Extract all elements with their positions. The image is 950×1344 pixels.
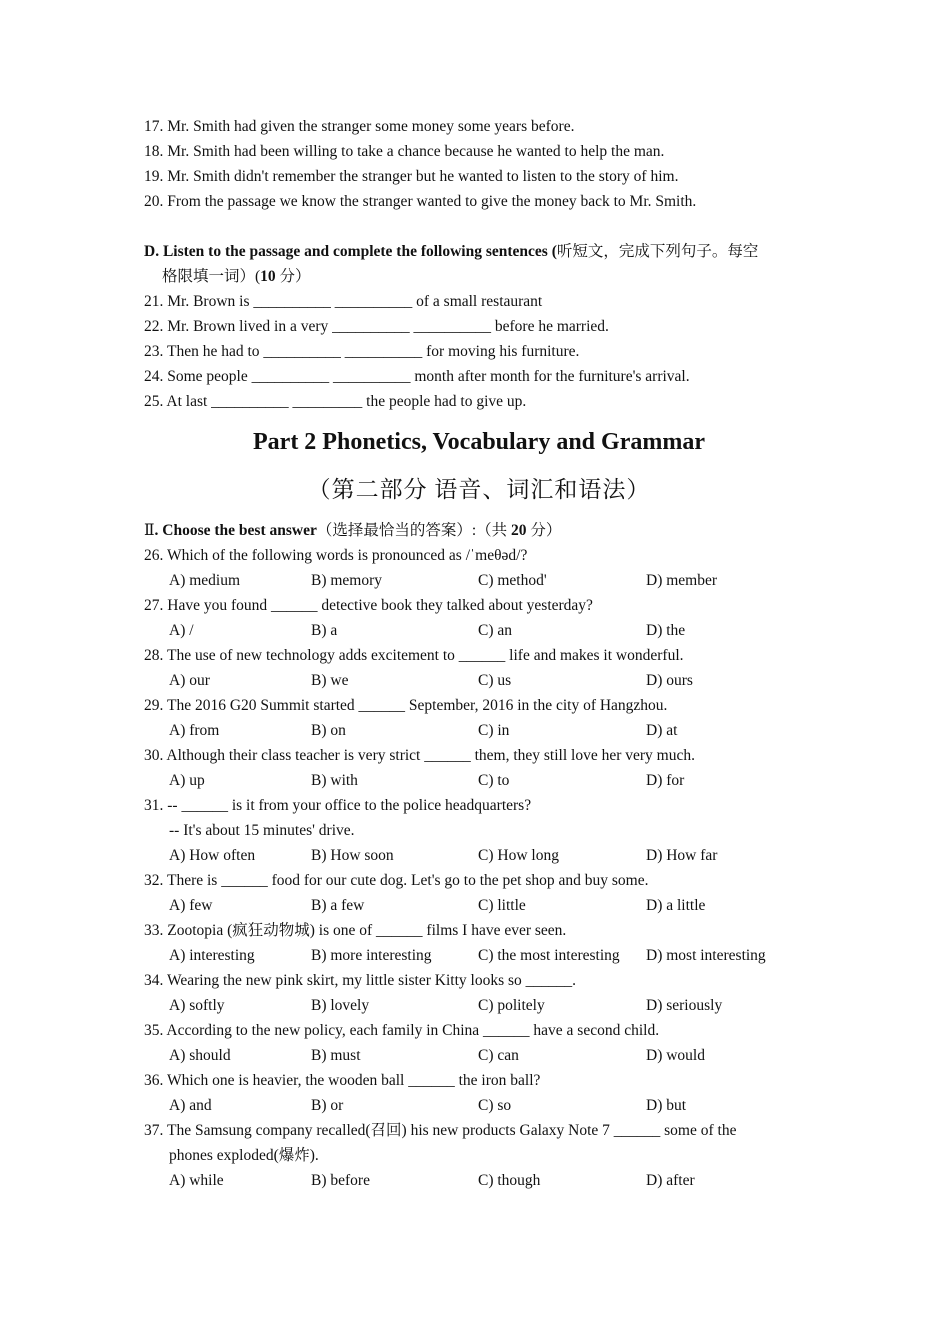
- answer-option-d: D) after: [646, 1172, 695, 1189]
- answer-options: [144, 568, 814, 593]
- statement-18: 18. Mr. Smith had been willing to take a chance because he wanted to help the man.: [144, 143, 665, 160]
- answer-option-b: B) more interesting: [311, 947, 432, 964]
- answer-option-d: D) would: [646, 1047, 705, 1064]
- statement-17: 17. Mr. Smith had given the stranger some money some years before.: [144, 118, 575, 135]
- answer-option-b: B) a: [311, 622, 338, 639]
- statement-19: 19. Mr. Smith didn't remember the stranger but he wanted to listen to the story of him.: [144, 168, 679, 185]
- answer-option-a: A) should: [169, 1047, 231, 1064]
- answer-option-d: D) most interesting: [646, 947, 766, 964]
- sentence-23: 23. Then he had to __________ __________ for moving his furniture.: [144, 343, 580, 360]
- question-list: [144, 543, 814, 1193]
- question-stem-continued: phones exploded(爆炸).: [169, 1147, 319, 1164]
- answer-option-d: D) for: [646, 772, 685, 789]
- answer-option-a: A) /: [169, 622, 194, 639]
- question-stem: 32. There is ______ food for our cute dog. Let's go to the pet shop and buy some.: [144, 872, 649, 889]
- answer-option-d: D) member: [646, 572, 718, 589]
- answer-option-b: B) must: [311, 1047, 361, 1064]
- answer-option-d: D) but: [646, 1097, 687, 1114]
- answer-options: [144, 893, 814, 918]
- answer-option-b: B) or: [311, 1097, 344, 1114]
- answer-option-b: B) we: [311, 672, 349, 689]
- part2-subtitle: （第二部分 语音、词汇和语法）: [307, 477, 651, 502]
- answer-options: [144, 1093, 814, 1118]
- question-stem: 31. -- ______ is it from your office to the police headquarters?: [144, 797, 532, 814]
- answer-option-c: C) in: [478, 722, 510, 739]
- question-stem: 28. The use of new technology adds excitement to ______ life and makes it wonderful.: [144, 647, 684, 664]
- answer-option-d: D) at: [646, 722, 678, 739]
- answer-options: [144, 618, 814, 643]
- question-stem: 29. The 2016 G20 Summit started ______ September, 2016 in the city of Hangzhou.: [144, 697, 668, 714]
- section-d-heading: [144, 239, 814, 264]
- question-stem-continued: -- It's about 15 minutes' drive.: [169, 822, 355, 839]
- section-d-heading-bold: D. Listen to the passage and complete the following sentences (: [144, 243, 557, 260]
- answer-option-c: C) How long: [478, 847, 559, 864]
- answer-option-c: C) politely: [478, 997, 545, 1014]
- section-ii-heading: Ⅱ. Choose the best answer（选择最恰当的答案）:（共 20 分）: [144, 522, 562, 539]
- answer-option-b: B) memory: [311, 572, 383, 589]
- answer-option-c: C) so: [478, 1097, 512, 1114]
- answer-option-a: A) softly: [169, 997, 225, 1014]
- answer-option-c: C) to: [478, 772, 510, 789]
- answer-option-a: A) few: [169, 897, 213, 914]
- question-stem: 30. Although their class teacher is very strict ______ them, they still love her very much.: [144, 747, 695, 764]
- answer-option-c: C) us: [478, 672, 512, 689]
- answer-options: [144, 668, 814, 693]
- question-stem: 35. According to the new policy, each family in China ______ have a second child.: [144, 1022, 660, 1039]
- question-stem: 34. Wearing the new pink skirt, my little sister Kitty looks so ______.: [144, 972, 577, 989]
- answer-option-c: C) method': [478, 572, 547, 589]
- question-stem: 36. Which one is heavier, the wooden ball ______ the iron ball?: [144, 1072, 541, 1089]
- section-ii-points: 20: [511, 522, 527, 539]
- answer-option-d: D) the: [646, 622, 686, 639]
- answer-options: [144, 943, 814, 968]
- question-stem: 26. Which of the following words is pronounced as /ˈmeθəd/?: [144, 547, 528, 564]
- answer-options: [144, 993, 814, 1018]
- answer-option-a: A) How often: [169, 847, 256, 864]
- section-d-points: 10: [260, 268, 276, 285]
- answer-options: [144, 843, 814, 868]
- answer-option-d: D) a little: [646, 897, 706, 914]
- sentence-25: 25. At last __________ _________ the people had to give up.: [144, 393, 527, 410]
- answer-option-c: C) can: [478, 1047, 519, 1064]
- document-page: [144, 114, 814, 1193]
- sentence-22: 22. Mr. Brown lived in a very __________ __________ before he married.: [144, 318, 609, 335]
- answer-option-d: D) How far: [646, 847, 718, 864]
- answer-option-d: D) seriously: [646, 997, 723, 1014]
- answer-option-c: C) the most interesting: [478, 947, 620, 964]
- answer-option-a: A) and: [169, 1097, 212, 1114]
- question-stem: 33. Zootopia (疯狂动物城) is one of ______ films I have ever seen.: [144, 922, 567, 939]
- answer-option-c: C) an: [478, 622, 513, 639]
- question-stem: 37. The Samsung company recalled(召回) his new products Galaxy Note 7 ______ some of the: [144, 1122, 737, 1139]
- answer-option-b: B) a few: [311, 897, 365, 914]
- answer-option-a: A) our: [169, 672, 210, 689]
- answer-option-b: B) lovely: [311, 997, 370, 1014]
- answer-option-c: C) though: [478, 1172, 541, 1189]
- answer-option-b: B) with: [311, 772, 358, 789]
- part2-title: Part 2 Phonetics, Vocabulary and Grammar: [253, 429, 705, 455]
- answer-option-c: C) little: [478, 897, 526, 914]
- sentence-24: 24. Some people __________ __________ month after month for the furniture's arrival.: [144, 368, 690, 385]
- answer-option-a: A) up: [169, 772, 205, 789]
- sentence-21: 21. Mr. Brown is __________ __________ of a small restaurant: [144, 293, 543, 310]
- answer-option-b: B) How soon: [311, 847, 394, 864]
- statement-20: 20. From the passage we know the stranger wanted to give the money back to Mr. Smith.: [144, 193, 697, 210]
- answer-option-b: B) on: [311, 722, 346, 739]
- answer-options: [144, 768, 814, 793]
- answer-options: [144, 1168, 814, 1193]
- answer-option-a: A) while: [169, 1172, 224, 1189]
- answer-option-a: A) from: [169, 722, 220, 739]
- section-d-heading-line2: 格限填一词）(10 分）: [162, 268, 311, 285]
- answer-option-a: A) interesting: [169, 947, 255, 964]
- answer-option-b: B) before: [311, 1172, 370, 1189]
- section-d-heading-cn: 听短文，完成下列句子。每空: [556, 243, 759, 260]
- answer-options: [144, 718, 814, 743]
- question-stem: 27. Have you found ______ detective book they talked about yesterday?: [144, 597, 593, 614]
- answer-option-a: A) medium: [169, 572, 241, 589]
- answer-option-d: D) ours: [646, 672, 693, 689]
- answer-options: [144, 1043, 814, 1068]
